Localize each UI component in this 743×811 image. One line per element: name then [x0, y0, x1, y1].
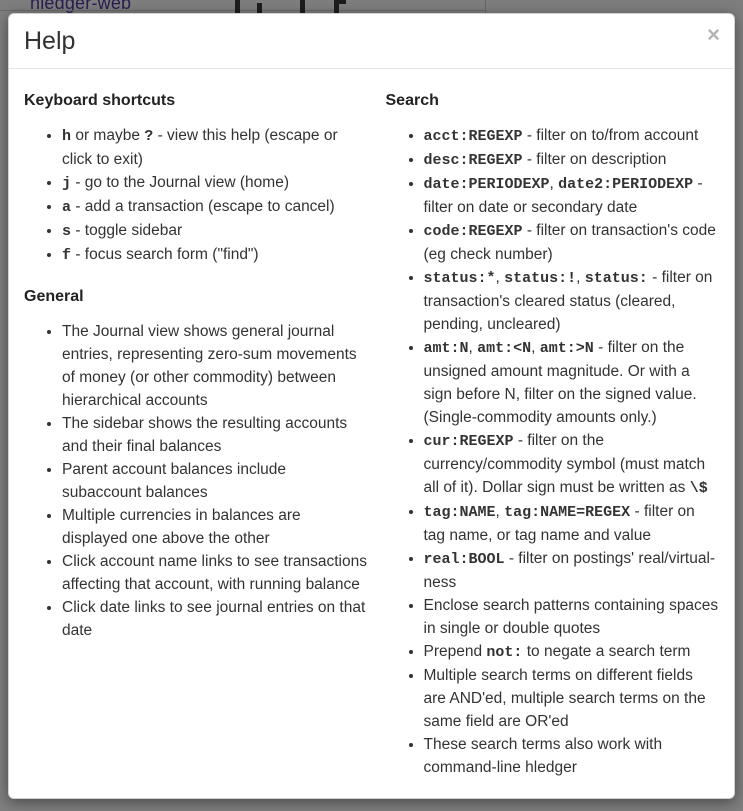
- help-list-item: • Click account name links to see transactions affecting that account, with running balance: [62, 550, 368, 596]
- section-heading: Search: [385, 92, 439, 109]
- modal-header: [9, 14, 734, 69]
- code-term: h: [62, 128, 72, 145]
- help-list-item: • h or maybe ? - view this help (escape or click to exit): [62, 124, 368, 171]
- section-heading: Keyboard shortcuts: [24, 92, 176, 109]
- code-term: tag:NAME=REGEX: [504, 504, 631, 521]
- modal-title: Help: [24, 27, 76, 55]
- help-list-item: • amt:N, amt:<N, amt:>N - filter on the unsigned amount magnitude. Or with a sign before N, filter on the signed value. (Single-commodity amounts only.): [424, 336, 720, 429]
- code-term: j: [62, 175, 72, 192]
- code-term: acct:REGEXP: [423, 128, 523, 145]
- code-term: status:: [584, 270, 648, 287]
- help-column-left: [24, 71, 372, 787]
- help-list-item: • date:PERIODEXP, date2:PERIODEXP - filter on date or secondary date: [424, 172, 720, 219]
- help-list-item: • status:*, status:!, status: - filter on transaction's cleared status (cleared, pending, uncleared): [424, 266, 720, 336]
- code-term: real:BOOL: [423, 551, 505, 568]
- code-term: date:PERIODEXP: [423, 176, 550, 193]
- code-term: code:REGEXP: [423, 223, 523, 240]
- help-list-item: • desc:REGEXP - filter on description: [424, 148, 720, 172]
- help-list-item: • code:REGEXP - filter on transaction's code (eg check number): [424, 219, 720, 266]
- code-term: s: [62, 223, 72, 240]
- code-term: amt:<N: [477, 340, 532, 357]
- help-list-item: • Parent account balances include subaccount balances: [62, 458, 368, 504]
- help-list-item: • Prepend not: to negate a search term: [424, 640, 720, 664]
- help-list-item: • Multiple search terms on different fields are AND'ed, multiple search terms on the same field are OR'ed: [424, 664, 720, 733]
- help-list-item: • Multiple currencies in balances are displayed one above the other: [62, 504, 368, 550]
- help-list-item: • The sidebar shows the resulting accounts and their final balances: [62, 412, 368, 458]
- help-list: [386, 124, 720, 779]
- help-list-item: • Click date links to see journal entries on that date: [62, 596, 368, 642]
- help-list-item: • f - focus search form ("find"): [62, 243, 368, 267]
- help-modal: [8, 13, 735, 799]
- code-term: f: [62, 247, 72, 264]
- code-term: \$: [689, 480, 708, 497]
- help-list: [24, 320, 368, 642]
- help-list-item: • s - toggle sidebar: [62, 219, 368, 243]
- help-list-item: • These search terms also work with command-line hledger: [424, 733, 720, 779]
- help-list-item: • acct:REGEXP - filter on to/from account: [424, 124, 720, 148]
- code-term: amt:>N: [539, 340, 594, 357]
- help-list-item: • The Journal view shows general journal entries, representing zero-sum movements of money (or other commodity) between hierarchical accounts: [62, 320, 368, 412]
- code-term: a: [62, 199, 72, 216]
- help-list-item: • real:BOOL - filter on postings' real/virtual-ness: [424, 547, 720, 594]
- code-term: desc:REGEXP: [423, 152, 523, 169]
- code-term: status:*: [423, 270, 496, 287]
- code-term: cur:REGEXP: [423, 433, 514, 450]
- modal-body: [9, 69, 734, 799]
- close-icon[interactable]: ×: [707, 22, 720, 47]
- code-term: ?: [144, 128, 154, 145]
- code-term: tag:NAME: [423, 504, 496, 521]
- help-list-item: • a - add a transaction (escape to cancel): [62, 195, 368, 219]
- help-list: [24, 124, 368, 267]
- code-term: status:!: [504, 270, 577, 287]
- help-list-item: • Enclose search patterns containing spaces in single or double quotes: [424, 594, 720, 640]
- code-term: amt:N: [423, 340, 469, 357]
- help-column-right: [372, 71, 720, 787]
- help-list-item: • tag:NAME, tag:NAME=REGEX - filter on tag name, or tag name and value: [424, 500, 720, 547]
- section-heading: General: [24, 288, 84, 305]
- help-list-item: • cur:REGEXP - filter on the currency/commodity symbol (must match all of it). Dollar sign must be written as \$: [424, 429, 720, 500]
- help-list-item: • j - go to the Journal view (home): [62, 171, 368, 195]
- code-term: not:: [486, 644, 523, 661]
- code-term: date2:PERIODEXP: [558, 176, 694, 193]
